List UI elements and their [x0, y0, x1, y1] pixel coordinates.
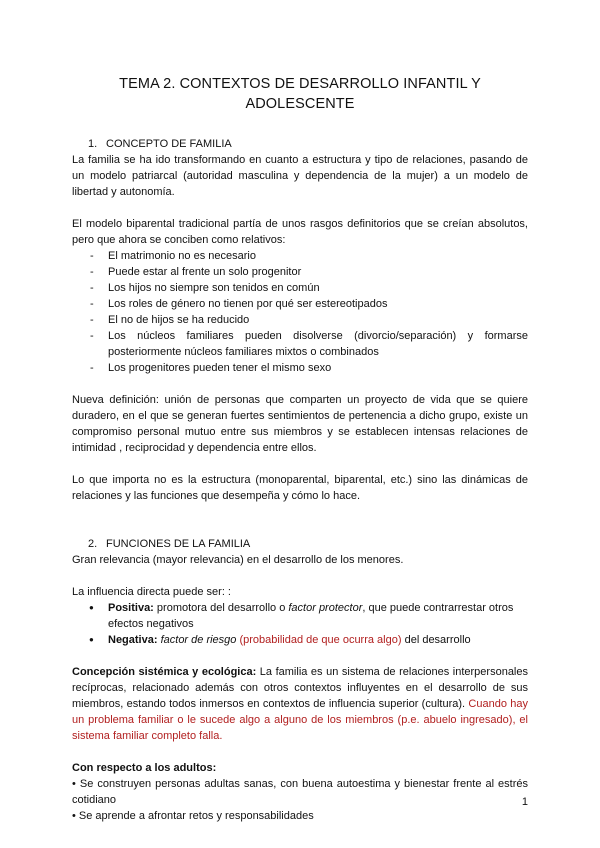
- adultos-item: • Se construyen personas adultas sanas, con buena autoestima y bienestar frente al estrés cotidiano: [72, 778, 528, 806]
- positiva-text: promotora del desarrollo o: [153, 602, 289, 614]
- page-title: [100, 74, 500, 114]
- section-2-title: FUNCIONES DE LA FAMILIA: [106, 538, 251, 550]
- paragraph: La influencia directa puede ser: :: [72, 586, 231, 598]
- list-item: - Los progenitores pueden tener el mismo sexo: [72, 360, 528, 376]
- negativa-text: del desarrollo: [401, 634, 471, 646]
- adultos-item: • Se aprende a afrontar retos y responsabilidades: [72, 810, 314, 822]
- section-1-number: 1.: [88, 138, 98, 150]
- paragraph: Gran relevancia (mayor relevancia) en el desarrollo de los menores.: [72, 554, 404, 566]
- paragraph: La familia se ha ido transformando en cuanto a estructura y tipo de relaciones, pasando de un modelo patriarcal (autoridad masculina y dependencia de la mujer) a un modelo de libertad y autonomía.: [72, 154, 528, 198]
- influence-list: [72, 600, 528, 648]
- paragraph: Nueva definición: unión de personas que comparten un proyecto de vida que se quiere duradero, en el que se generan fuertes sentimientos de pertenencia a dicho grupo, existe un compromiso personal mutuo entre sus miembros y se establecen intensas relaciones de intimidad , reciprocidad y dependencia entre ellos.: [72, 394, 528, 454]
- concepcion-text: La familia es un sistema de relaciones interpersonales recíprocas, relacionado además con otros contextos influyentes en el desarrollo de sus miembros, estando todos inmersos en contextos de influencia superior (cultura).: [72, 666, 528, 710]
- title-line-2: ADOLESCENTE: [245, 96, 355, 112]
- list-item: - Los núcleos familiares pueden disolverse (divorcio/separación) y formarse posteriormente núcleos familiares mixtos o combinados: [72, 328, 528, 360]
- list-item: - Los hijos no siempre son tenidos en común: [72, 280, 528, 296]
- features-list: [72, 248, 528, 376]
- adultos-heading-text: Con respecto a los adultos:: [72, 762, 217, 774]
- positiva-text-b: , que puede contrarrestar otros efectos negativos: [108, 602, 514, 630]
- document-body: [72, 136, 528, 824]
- paragraph: El modelo biparental tradicional partía de unos rasgos definitorios que se creían absolutos, pero que ahora se conciben como relativos:: [72, 218, 528, 246]
- title-line-1: TEMA 2. CONTEXTOS DE DESARROLLO INFANTIL Y: [119, 76, 481, 92]
- adultos-heading: [72, 760, 528, 776]
- positiva-italic: factor protector: [288, 602, 363, 614]
- list-item: - Los roles de género no tienen por qué ser estereotipados: [72, 296, 528, 312]
- concepcion-paragraph: [72, 664, 528, 744]
- concepcion-red-note: Cuando hay un problema familiar o le sucede algo a alguno de los miembros (p.e. abuelo ingresado), el sistema familiar completo falla.: [72, 698, 528, 742]
- concepcion-label: Concepción sistémica y ecológica:: [72, 666, 257, 678]
- negativa-italic: factor de riesgo: [157, 634, 240, 646]
- paragraph: Lo que importa no es la estructura (monoparental, biparental, etc.) sino las dinámicas de relaciones y las funciones que desempeña y cómo lo hace.: [72, 474, 528, 502]
- list-item: - Puede estar al frente un solo progenitor: [72, 264, 528, 280]
- list-item-positiva: [72, 600, 528, 632]
- positiva-label: Positiva:: [108, 602, 154, 614]
- section-1-heading: [72, 136, 528, 152]
- list-item: - El no de hijos se ha reducido: [72, 312, 528, 328]
- list-item: - El matrimonio no es necesario: [72, 248, 528, 264]
- section-1-title: CONCEPTO DE FAMILIA: [106, 138, 232, 150]
- page-number: 1: [521, 796, 528, 808]
- negativa-red-note: (probabilidad de que ocurra algo): [239, 634, 402, 646]
- section-2-number: 2.: [88, 538, 98, 550]
- negativa-label: Negativa:: [108, 634, 158, 646]
- section-2-heading: [72, 536, 528, 552]
- list-item-negativa: [72, 632, 528, 648]
